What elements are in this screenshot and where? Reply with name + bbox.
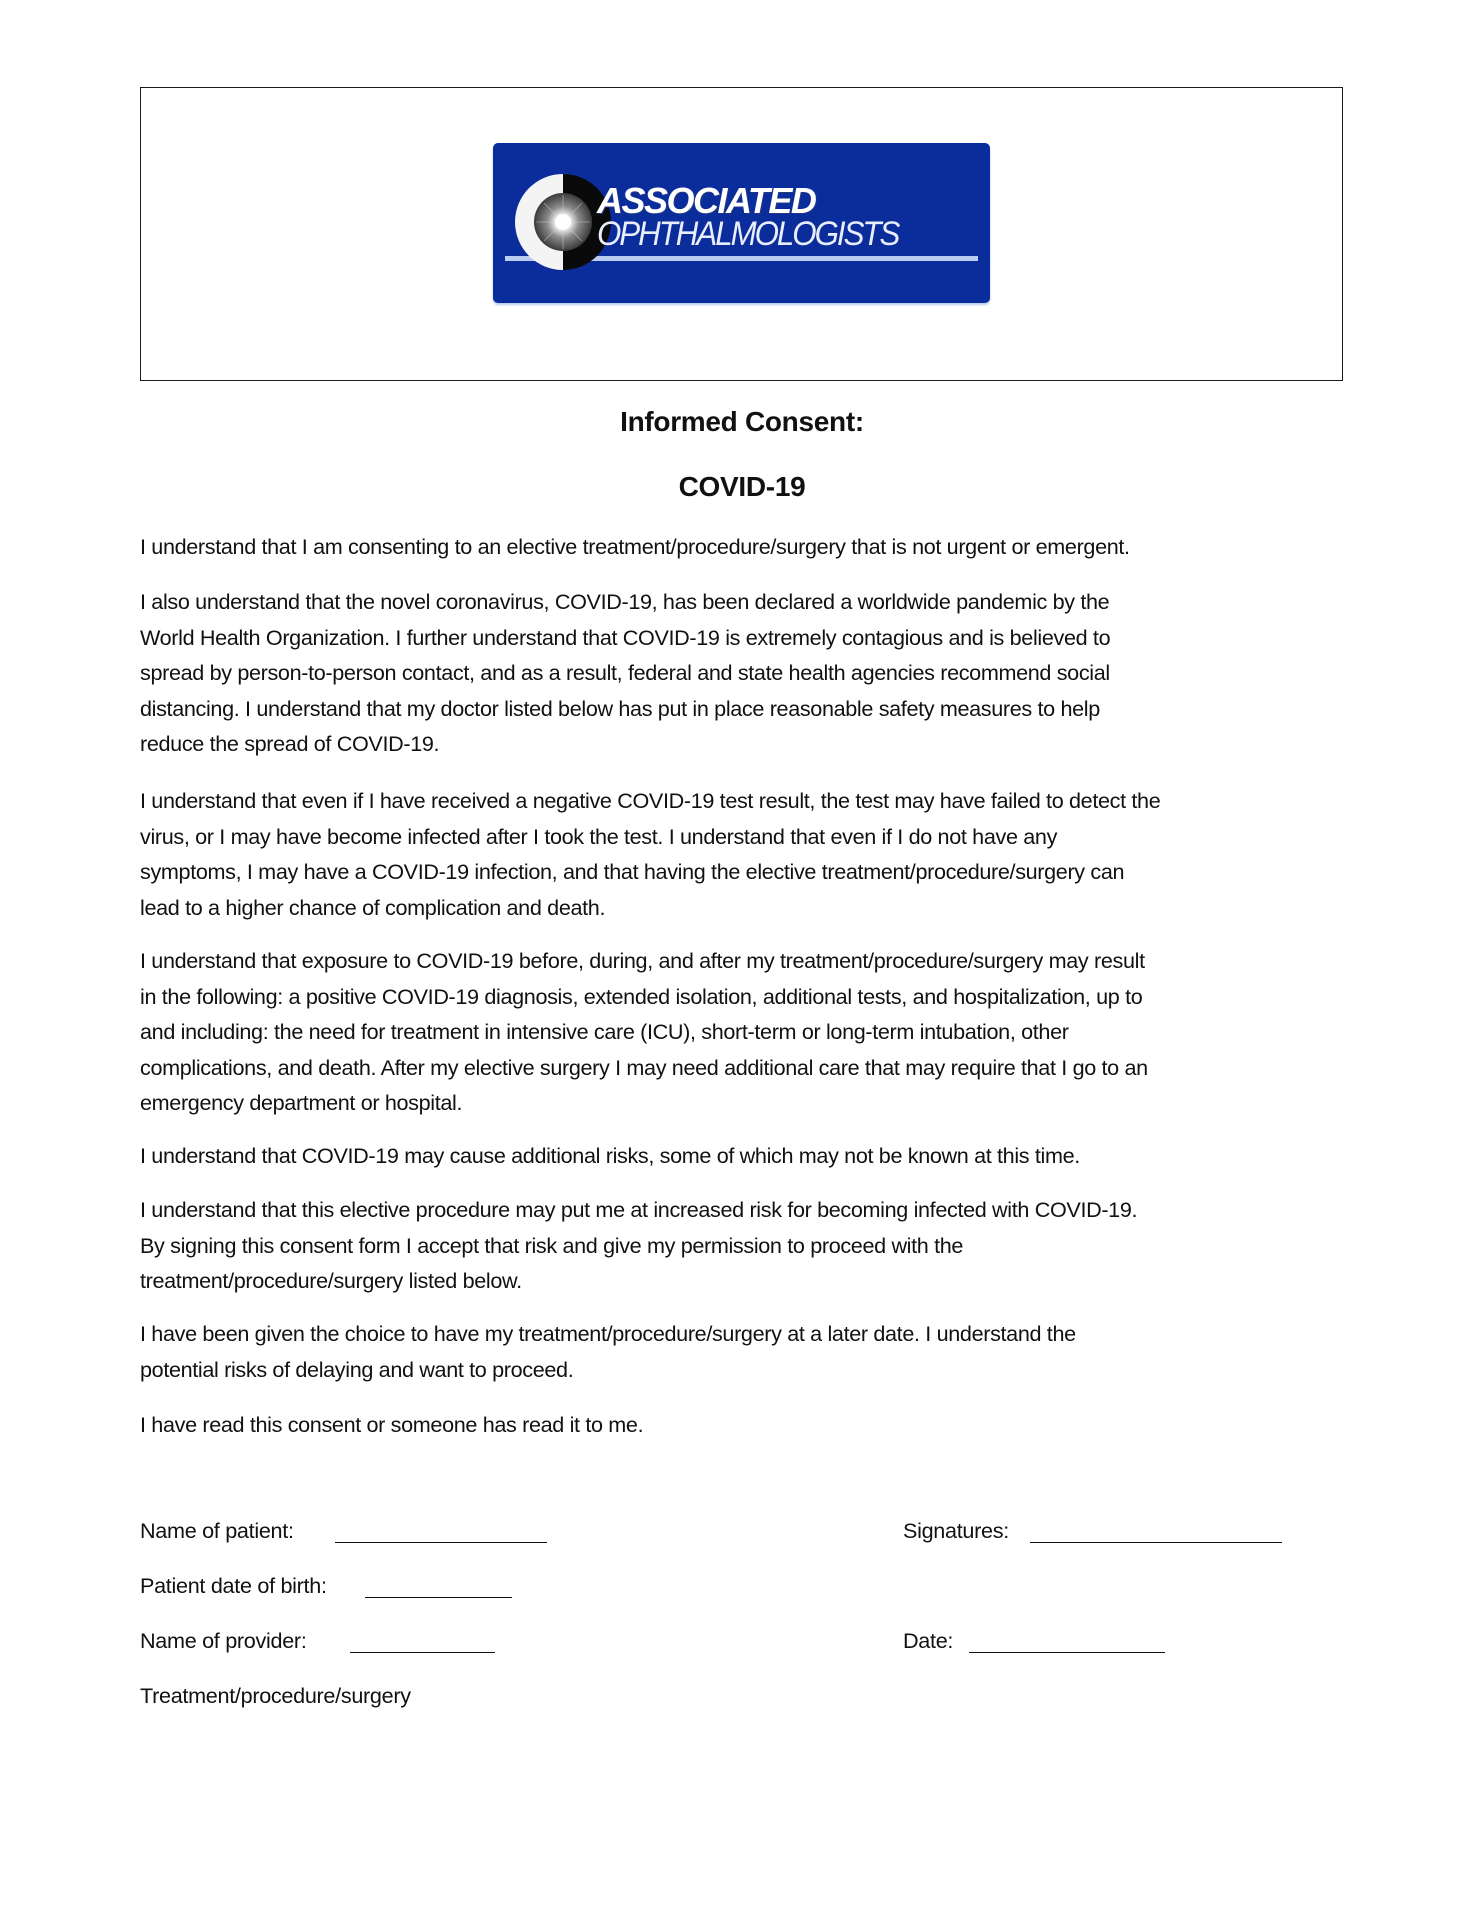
patient-dob-label: Patient date of birth: <box>140 1573 327 1598</box>
paragraph-later-date: I have been given the choice to have my treatment/procedure/surgery at a later date. I understand the potential risks of delaying and want to proceed. <box>140 1321 1076 1382</box>
logo-line-1: ASSOCIATED <box>597 180 816 221</box>
signature-field[interactable] <box>1030 1542 1282 1543</box>
date-field[interactable] <box>969 1652 1165 1653</box>
paragraph-exposure-risks: I understand that exposure to COVID-19 before, during, and after my treatment/procedure/surgery may result in the following: a positive COVID-19 diagnosis, extended isolation, additional tests, and hospitalization, up to and including: the need for treatment in intensive care (ICU), short-term or long-term intubation, other complications, and death. After my elective surgery I may need additional care that may require that I go to an emergency department or hospital. <box>140 948 1148 1115</box>
page-subtitle: COVID-19 <box>678 471 806 502</box>
paragraph-pandemic: I also understand that the novel coronavirus, COVID-19, has been declared a worldwide pandemic by the World Health Organization. I further understand that COVID-19 is extremely contagious and is believed to spread by person-to-person contact, and as a result, federal and state health agencies recommend social distancing. I understand that my doctor listed below has put in place reasonable safety measures to help reduce the spread of COVID-19. <box>140 589 1111 756</box>
provider-name-field[interactable] <box>350 1652 495 1653</box>
patient-name-label: Name of patient: <box>140 1518 294 1543</box>
associated-ophthalmologists-logo <box>493 143 990 303</box>
paragraph-increased-risk: I understand that this elective procedure may put me at increased risk for becoming infected with COVID-19. By signing this consent form I accept that risk and give my permission to proceed with the treatment/procedure/surgery listed below. <box>140 1197 1138 1293</box>
provider-name-label: Name of provider: <box>140 1628 307 1653</box>
paragraph-additional-risks: I understand that COVID-19 may cause additional risks, some of which may not be known at this time. <box>140 1143 1080 1168</box>
patient-name-field[interactable] <box>335 1542 547 1543</box>
paragraph-elective-consent: I understand that I am consenting to an elective treatment/procedure/surgery that is not urgent or emergent. <box>140 534 1130 559</box>
page-title: Informed Consent: <box>620 406 864 437</box>
treatment-label: Treatment/procedure/surgery <box>140 1683 411 1708</box>
logo-line-2: OPHTHALMOLOGISTS <box>597 215 899 253</box>
paragraph-read-consent: I have read this consent or someone has read it to me. <box>140 1412 644 1437</box>
date-label: Date: <box>903 1628 954 1653</box>
patient-dob-field[interactable] <box>365 1597 512 1598</box>
signatures-label: Signatures: <box>903 1518 1009 1543</box>
paragraph-test-results: I understand that even if I have received a negative COVID-19 test result, the test may have failed to detect the virus, or I may have become infected after I took the test. I understand that even if I do not have any symptoms, I may have a COVID-19 infection, and that having the elective treatment/procedure/surgery can lead to a higher chance of complication and death. <box>140 788 1161 920</box>
